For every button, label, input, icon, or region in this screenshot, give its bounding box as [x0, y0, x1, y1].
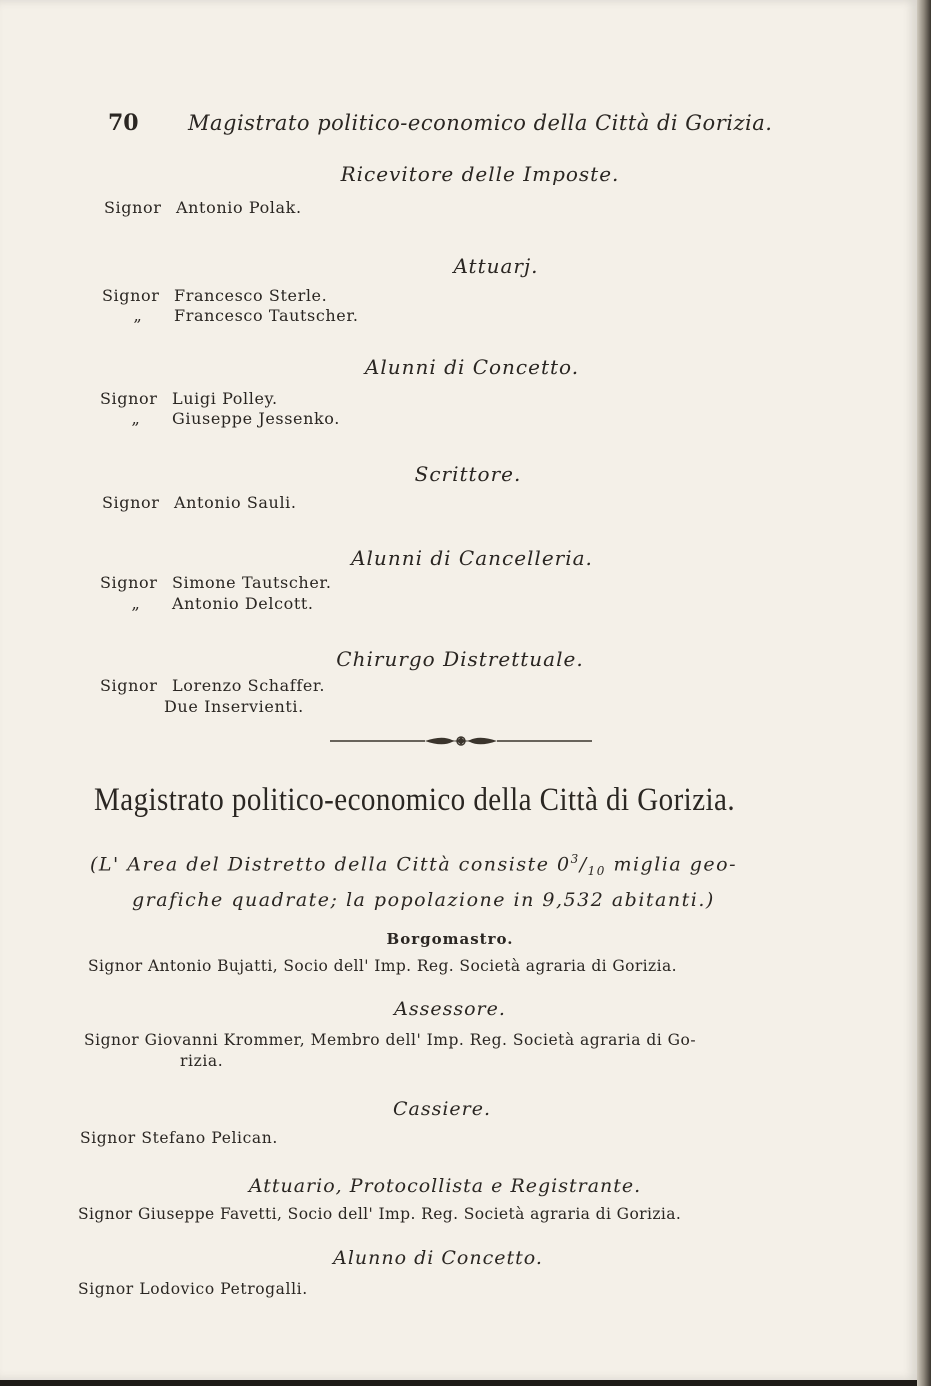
entry-prefix: Signor [100, 573, 158, 592]
section-heading-assessore: Assessore. [394, 998, 506, 1020]
entry-prefix: Signor [102, 493, 160, 512]
area-fraction-num: 3 [570, 852, 580, 866]
entry-prefix: Signor [100, 676, 158, 695]
ornamental-divider-icon [330, 732, 592, 750]
entry-prefix: „ [131, 594, 141, 613]
area-note: (L' Area del Distretto della Città consiste $0^3/_{10}$ miglia geo- grafiche quadrate; la popolazione in 9,532 abitanti.) [90, 845, 835, 915]
page-number: 70 [108, 110, 139, 136]
entry-name: Antonio Delcott. [172, 594, 314, 613]
entry-row [100, 676, 325, 695]
entry-attuario: Signor Giuseppe Favetti, Socio dell' Imp. Reg. Società agraria di Gorizia. [78, 1205, 682, 1223]
entry-assessore-line1: Signor Giovanni Krommer, Membro dell' Imp. Reg. Società agraria di Go- [84, 1031, 697, 1049]
section-heading-chirurgo: Chirurgo Distrettuale. [336, 647, 584, 671]
entry-row [100, 389, 278, 408]
entry-row [102, 493, 297, 512]
entry-name: Francesco Tautscher. [174, 306, 359, 325]
entry-prefix: Signor [104, 198, 162, 217]
section-heading-scrittore: Scrittore. [414, 462, 522, 486]
entry-assessore-line2: rizia. [180, 1052, 224, 1070]
entry-prefix: „ [131, 409, 141, 428]
section-heading-attuarj: Attuarj. [453, 254, 539, 278]
entry-name: Giuseppe Jessenko. [172, 409, 340, 428]
entry-alunno: Signor Lodovico Petrogalli. [78, 1280, 308, 1298]
entry-prefix: „ [133, 306, 143, 325]
section-heading-cassiere: Cassiere. [392, 1098, 492, 1120]
area-line1: (L' Area del Distretto della Città consiste 0 [90, 853, 571, 876]
entry-row [102, 306, 359, 325]
entry-name: Antonio Sauli. [174, 493, 297, 512]
section-heading-ricevitore: Ricevitore delle Imposte. [340, 162, 620, 186]
entry-cassiere: Signor Stefano Pelican. [80, 1129, 278, 1147]
book-spine-edge [917, 0, 931, 1386]
entry-row [100, 697, 304, 716]
main-title: Magistrato politico-economico della Città di Gorizia. [94, 782, 736, 818]
section-heading-borgomastro: Borgomastro. [386, 930, 514, 948]
entry-prefix: Signor [100, 389, 158, 408]
entry-name: Francesco Sterle. [174, 286, 328, 305]
entry-row [102, 286, 327, 305]
entry-prefix: Signor [102, 286, 160, 305]
entry-name: Antonio Polak. [176, 198, 302, 217]
area-fraction-den: 10 [587, 864, 606, 879]
section-heading-alunno: Alunno di Concetto. [333, 1247, 543, 1269]
entry-name: Luigi Polley. [172, 389, 278, 408]
area-line2: grafiche quadrate; la popolazione in 9,532 abitanti.) [132, 889, 715, 912]
entry-name: Due Inservienti. [164, 697, 304, 716]
running-header: Magistrato politico-economico della Città di Gorizia. [188, 111, 773, 135]
section-heading-alunni-cancelleria: Alunni di Cancelleria. [351, 546, 593, 570]
section-heading-alunni-concetto: Alunni di Concetto. [364, 355, 580, 379]
entry-row [100, 573, 332, 592]
entry-row [100, 409, 340, 428]
entry-row [104, 198, 302, 217]
entry-row [100, 594, 314, 613]
entry-name: Lorenzo Schaffer. [172, 676, 326, 695]
area-line1-end: miglia geo- [613, 853, 738, 876]
section-heading-attuario: Attuario, Protocollista e Registrante. [248, 1175, 642, 1197]
entry-borgomastro: Signor Antonio Bujatti, Socio dell' Imp. Reg. Società agraria di Gorizia. [88, 957, 677, 975]
entry-name: Simone Tautscher. [172, 573, 332, 592]
